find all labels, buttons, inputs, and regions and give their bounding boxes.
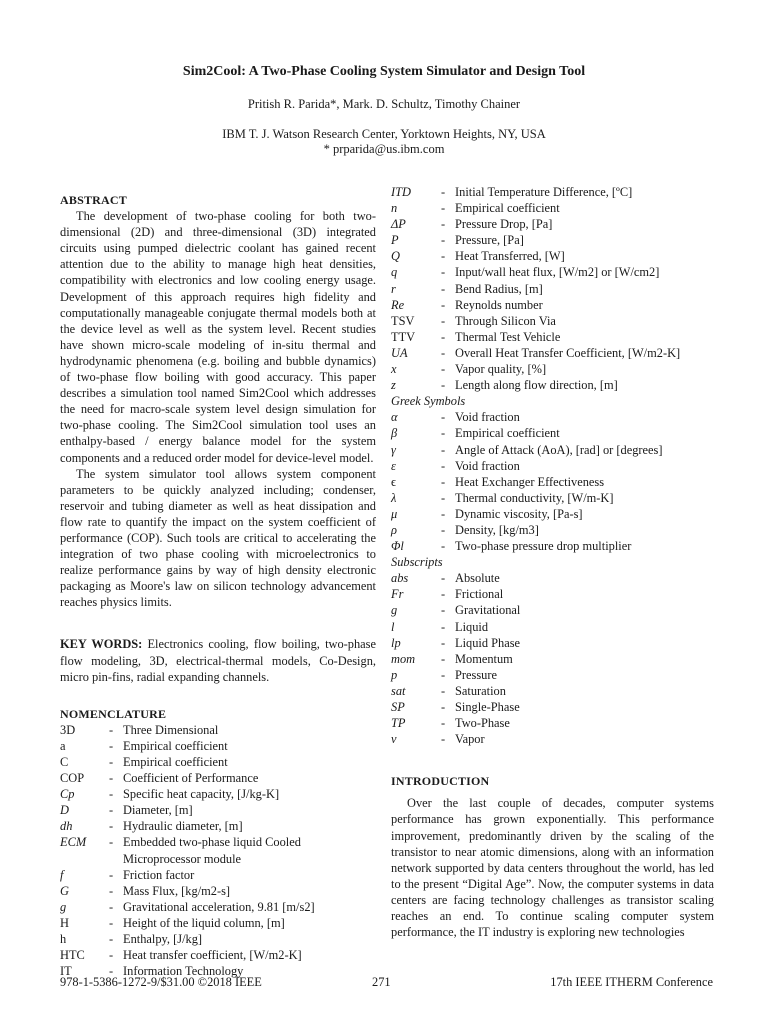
nomenclature-symbol: n	[391, 201, 398, 216]
nomenclature-definition: Pressure, [Pa]	[455, 233, 524, 248]
nomenclature-symbol: P	[391, 233, 399, 248]
greek-definition: Thermal conductivity, [W/m-K]	[455, 490, 614, 505]
greek-row: Φl - Two-phase pressure drop multiplier	[391, 538, 714, 554]
nomenclature-symbol: UA	[391, 345, 408, 360]
nomenclature-definition: Thermal Test Vehicle	[455, 329, 561, 344]
nomenclature-row: H - Height of the liquid column, [m]	[60, 915, 376, 931]
nomenclature-symbol: TSV	[391, 313, 415, 328]
nomenclature-symbol: G	[60, 883, 69, 898]
nomenclature-symbol: COP	[60, 771, 85, 786]
subscript-definition: Liquid Phase	[455, 635, 521, 650]
nomenclature-definition: Gravitational acceleration, 9.81 [m/s2]	[123, 899, 315, 914]
nomenclature-definition: Diameter, [m]	[123, 803, 193, 818]
introduction-heading: INTRODUCTION	[391, 774, 490, 789]
nomenclature-definition: Enthalpy, [J/kg]	[123, 932, 203, 947]
nomenclature-row: q - Input/wall heat flux, [W/m2] or [W/cm2]	[391, 264, 714, 280]
nomenclature-definition: Bend Radius, [m]	[455, 281, 543, 296]
greek-row: ε - Void fraction	[391, 458, 714, 474]
greek-symbol: α	[391, 410, 398, 425]
nomenclature-definition: Heat Transferred, [W]	[455, 249, 565, 264]
nomenclature-symbol: f	[60, 867, 64, 882]
nomenclature-row: dh - Hydraulic diameter, [m]	[60, 818, 376, 834]
subscript-row: abs - Absolute	[391, 570, 714, 586]
nomenclature-definition: Hydraulic diameter, [m]	[123, 819, 243, 834]
subscript-symbol: p	[391, 667, 398, 682]
nomenclature-row: IT - Information Technology	[60, 963, 376, 979]
subscript-symbol: abs	[391, 571, 409, 586]
subscript-row: TP - Two-Phase	[391, 715, 714, 731]
footer-isbn: 978-1-5386-1272-9/$31.00 ©2018 IEEE	[60, 975, 262, 989]
nomenclature-symbol: IT	[60, 964, 72, 979]
greek-definition: Empirical coefficient	[455, 426, 560, 441]
nomenclature-definition: Information Technology	[123, 964, 244, 979]
footer-conference: 17th IEEE ITHERM Conference	[550, 975, 713, 989]
greek-row: ϵ - Heat Exchanger Effectiveness	[391, 474, 714, 490]
subscript-row: SP - Single-Phase	[391, 699, 714, 715]
paper-authors: Pritish R. Parida*, Mark. D. Schultz, Timothy Chainer	[247, 97, 521, 111]
greek-symbol: μ	[391, 506, 398, 521]
nomenclature-definition: Through Silicon Via	[455, 313, 556, 328]
subscript-symbol: sat	[391, 683, 406, 698]
nomenclature-row: P - Pressure, [Pa]	[391, 232, 714, 248]
greek-definition: Void fraction	[455, 458, 520, 473]
nomenclature-definition: Coefficient of Performance	[123, 771, 259, 786]
subscript-symbol: v	[391, 732, 397, 747]
subscript-definition: Liquid	[455, 619, 489, 634]
subscript-row: g - Gravitational	[391, 602, 714, 618]
nomenclature-row: D - Diameter, [m]	[60, 802, 376, 818]
nomenclature-definition: Empirical coefficient	[123, 755, 228, 769]
greek-definition: Dynamic viscosity, [Pa-s]	[455, 506, 583, 521]
nomenclature-row: COP - Coefficient of Performance	[60, 770, 376, 786]
greek-definition: Heat Exchanger Effectiveness	[455, 474, 605, 489]
subscript-symbol: SP	[391, 700, 405, 714]
keywords-text: Electronics cooling, flow boiling, two-phase flow modeling, 3D, electrical-thermal models, Co-Design, micro pin-fins, radial expanding channels.	[60, 637, 377, 684]
greek-symbol: ϵ	[391, 474, 397, 489]
greek-row: μ - Dynamic viscosity, [Pa-s]	[391, 506, 714, 522]
subscript-row: v - Vapor	[391, 731, 714, 747]
nomenclature-symbol: g	[60, 899, 67, 914]
abstract-paragraph-2: The system simulator tool allows system component parameters to be quickly analyzed including; condenser, reservoir and tubing diameter as well as heat dissipation and flow rate to quantify the impact on the system coefficient of performance (COP). Such tools are critical to accelerating the integration of two phase cooling with microelectronics to realize performance gains by way of high density electronic packaging as Moore's law on silicon technology advancement reaches physics limits.	[60, 466, 376, 610]
nomenclature-row: ΔP - Pressure Drop, [Pa]	[391, 216, 714, 232]
left-column	[60, 192, 376, 979]
greek-row: ρ - Density, [kg/m3]	[391, 522, 714, 538]
nomenclature-symbol: ITD	[391, 185, 411, 199]
greek-symbol: Φl	[391, 539, 404, 554]
subscript-symbol: TP	[391, 716, 406, 731]
greek-definition: Void fraction	[455, 410, 520, 425]
nomenclature-definition: Empirical coefficient	[455, 201, 560, 216]
keywords-label: KEY WORDS:	[60, 637, 143, 652]
nomenclature-row: x - Vapor quality, [%]	[391, 361, 714, 377]
nomenclature-row: ITD - Initial Temperature Difference, [ºC]	[391, 184, 714, 200]
nomenclature-symbol: a	[60, 738, 66, 753]
subscript-symbol: g	[391, 603, 398, 618]
subscript-definition: Momentum	[455, 651, 513, 666]
nomenclature-row: Q - Heat Transferred, [W]	[391, 248, 714, 264]
subscript-definition: Frictional	[455, 587, 504, 602]
keywords-paragraph	[60, 636, 376, 684]
nomenclature-definition: Three Dimensional	[123, 722, 219, 737]
subscript-symbol: mom	[391, 651, 416, 666]
abstract-heading: ABSTRACT	[60, 193, 127, 207]
nomenclature-symbol: x	[391, 362, 397, 377]
nomenclature-row: z - Length along flow direction, [m]	[391, 377, 714, 393]
paper-affiliation: IBM T. J. Watson Research Center, Yorktown Heights, NY, USA	[222, 127, 546, 141]
nomenclature-row: C - Empirical coefficient	[60, 754, 376, 770]
greek-row: β - Empirical coefficient	[391, 425, 714, 441]
right-column	[391, 184, 714, 940]
nomenclature-row: HTC - Heat transfer coefficient, [W/m2-K]	[60, 947, 376, 963]
paper-title: Sim2Cool: A Two-Phase Cooling System Simulator and Design Tool	[182, 64, 586, 79]
nomenclature-row: f - Friction factor	[60, 867, 376, 883]
subscript-row: sat - Saturation	[391, 683, 714, 699]
nomenclature-symbol: r	[391, 281, 396, 296]
nomenclature-row: ECM - Embedded two-phase liquid Cooled	[60, 834, 376, 850]
greek-symbols-heading: Greek Symbols	[391, 394, 466, 409]
nomenclature-definition: Overall Heat Transfer Coefficient, [W/m2-K]	[455, 345, 681, 360]
greek-row: α - Void fraction	[391, 409, 714, 425]
nomenclature-row	[60, 851, 376, 867]
nomenclature-symbol: ΔP	[391, 217, 406, 232]
nomenclature-definition: Height of the liquid column, [m]	[123, 915, 285, 930]
nomenclature-definition: Length along flow direction, [m]	[455, 378, 618, 393]
page-number: 271	[372, 975, 391, 989]
subscript-row: p - Pressure	[391, 667, 714, 683]
subscript-row: Fr - Frictional	[391, 586, 714, 602]
nomenclature-symbol: HTC	[60, 948, 85, 963]
nomenclature-symbol: Q	[391, 249, 400, 264]
nomenclature-row: Re - Reynolds number	[391, 297, 714, 313]
greek-definition: Density, [kg/m3]	[455, 522, 539, 537]
nomenclature-symbol: H	[60, 915, 69, 930]
greek-row: γ - Angle of Attack (AoA), [rad] or [degrees]	[391, 442, 714, 458]
nomenclature-symbol: Cp	[60, 787, 75, 802]
paper-affiliation-block	[0, 127, 768, 157]
greek-symbol: ρ	[391, 522, 397, 537]
nomenclature-row: TTV - Thermal Test Vehicle	[391, 329, 714, 345]
nomenclature-definition: Input/wall heat flux, [W/m2] or [W/cm2]	[455, 265, 660, 280]
nomenclature-definition: Empirical coefficient	[123, 738, 228, 753]
subscript-row: l - Liquid	[391, 619, 714, 635]
nomenclature-definition: Mass Flux, [kg/m2-s]	[123, 883, 231, 898]
nomenclature-row: UA - Overall Heat Transfer Coefficient, [W/m2-K]	[391, 345, 714, 361]
nomenclature-definition: Specific heat capacity, [J/kg-K]	[123, 787, 280, 802]
nomenclature-symbol: q	[391, 265, 398, 280]
nomenclature-definition: Vapor quality, [%]	[455, 362, 547, 377]
nomenclature-row: G - Mass Flux, [kg/m2-s]	[60, 883, 376, 899]
subscript-row: mom - Momentum	[391, 651, 714, 667]
introduction-paragraph: Over the last couple of decades, computer systems performance has grown exponentially. This performance improvement, predominantly driven by the scaling of the transistor to near atomic dimensions, along with an information network supported by data centers throughout the world, has led to the present “Digital Age”. Now, the computer systems in data centers are facing technology challenges as transistor scaling reaches an end. To continue scaling computer system performance, the IT industry is exploring new technologies	[391, 796, 714, 940]
nomenclature-definition: Microprocessor module	[123, 851, 242, 866]
subscript-definition: Single-Phase	[455, 700, 520, 714]
nomenclature-symbol: 3D	[60, 722, 76, 737]
nomenclature-row: g - Gravitational acceleration, 9.81 [m/s2]	[60, 899, 376, 915]
nomenclature-definition: Embedded two-phase liquid Cooled	[123, 835, 301, 850]
subscript-symbol: lp	[391, 635, 401, 650]
nomenclature-row: 3D - Three Dimensional	[60, 722, 376, 738]
nomenclature-definition: Pressure Drop, [Pa]	[455, 217, 553, 232]
nomenclature-symbol: C	[60, 755, 69, 769]
subscript-definition: Saturation	[455, 683, 506, 698]
nomenclature-definition: Friction factor	[123, 867, 195, 882]
nomenclature-symbol: TTV	[391, 329, 416, 344]
nomenclature-row: n - Empirical coefficient	[391, 200, 714, 216]
nomenclature-definition: Heat transfer coefficient, [W/m2-K]	[123, 948, 302, 963]
subscript-definition: Absolute	[455, 571, 500, 586]
nomenclature-definition: Reynolds number	[455, 297, 543, 312]
nomenclature-symbol: dh	[60, 819, 73, 834]
nomenclature-symbol: Re	[391, 297, 405, 312]
subscript-definition: Vapor	[455, 732, 485, 747]
nomenclature-row: r - Bend Radius, [m]	[391, 281, 714, 297]
subscript-definition: Gravitational	[455, 603, 521, 618]
nomenclature-symbol: ECM	[60, 835, 87, 850]
subscript-definition: Two-Phase	[455, 716, 510, 731]
nomenclature-symbol: z	[391, 378, 396, 393]
subscript-symbol: l	[391, 619, 395, 634]
nomenclature-symbol	[60, 851, 109, 867]
greek-symbol: γ	[391, 442, 396, 457]
greek-symbol: λ	[391, 490, 397, 505]
nomenclature-row: h - Enthalpy, [J/kg]	[60, 931, 376, 947]
subscript-definition: Pressure	[455, 667, 497, 682]
nomenclature-row: Cp - Specific heat capacity, [J/kg-K]	[60, 786, 376, 802]
nomenclature-row: TSV - Through Silicon Via	[391, 313, 714, 329]
greek-definition: Two-phase pressure drop multiplier	[455, 539, 632, 554]
paper-email: * prparida@us.ibm.com	[323, 142, 445, 156]
greek-symbol: β	[391, 426, 398, 441]
greek-definition: Angle of Attack (AoA), [rad] or [degrees]	[455, 442, 663, 457]
subscripts-heading: Subscripts	[391, 555, 443, 570]
nomenclature-symbol: D	[60, 803, 69, 818]
nomenclature-heading: NOMENCLATURE	[60, 706, 167, 721]
subscript-symbol: Fr	[391, 587, 404, 602]
nomenclature-row: a - Empirical coefficient	[60, 738, 376, 754]
greek-symbol: ε	[391, 458, 396, 473]
subscript-row: lp - Liquid Phase	[391, 635, 714, 651]
nomenclature-symbol: h	[60, 932, 67, 947]
abstract-paragraph-1: The development of two-phase cooling for both two-dimensional (2D) and three-dimensional (3D) integrated circuits using pumped dielectric coolant has gained recent attention due to the ability to manage high heat densities, compatibility with electronics and low cooling energy usage. Development of this approach requires high fidelity and computationally manageable conjugate thermal models both at the device level as well as the system level. Recent studies have shown micro-scale modeling of in-situ thermal and hydrodynamic phenomena (e.g. boiling and bubble dynamics) of two-phase flow boiling with good accuracy. This paper describes a simulation tool named Sim2Cool which addresses the need for macro-scale system level design simulation for two-phase cooling. The Sim2Cool simulation tool uses an enthalpy-based / energy balance model for the system components and a reduced order model for device-level model.	[60, 209, 376, 465]
nomenclature-definition: Initial Temperature Difference, [ºC]	[455, 185, 633, 199]
greek-row: λ - Thermal conductivity, [W/m-K]	[391, 490, 714, 506]
